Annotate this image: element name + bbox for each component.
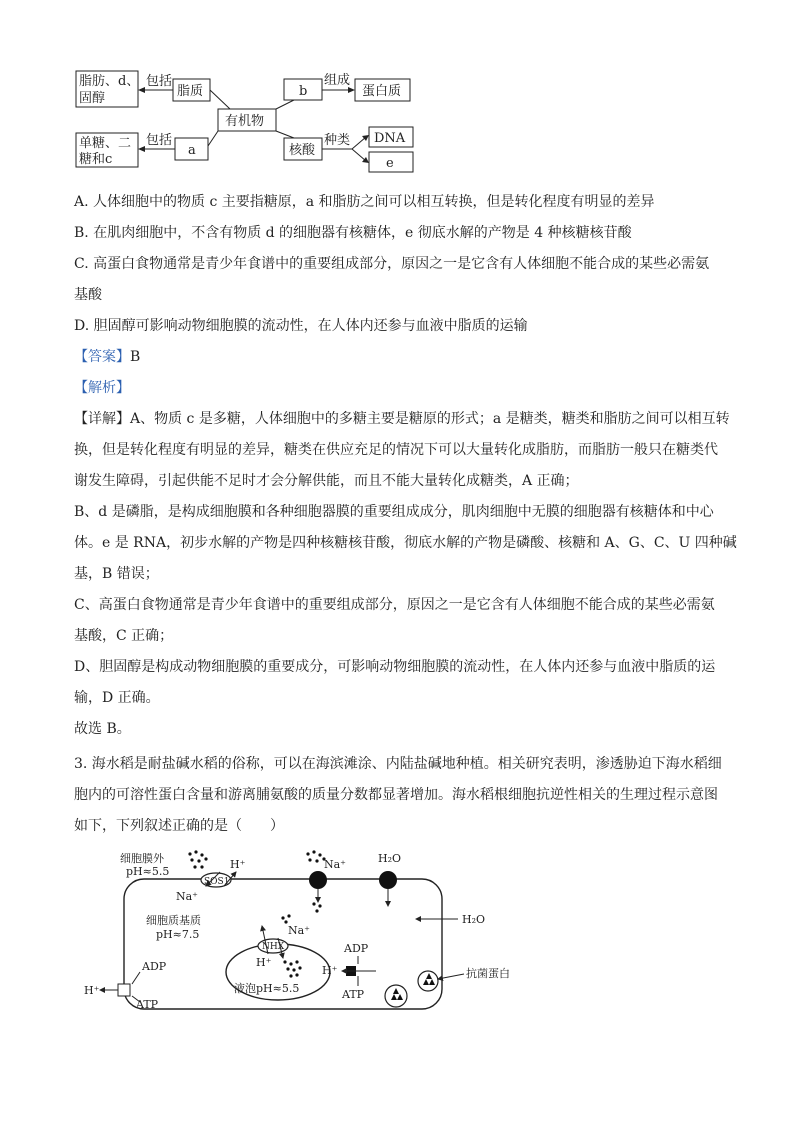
protein-label: 蛋白质 [362, 84, 402, 99]
outside-label: 细胞膜外 [120, 852, 164, 865]
question3-line-1: 3. 海水稻是耐盐碱水稻的俗称，可以在海滨滩涂、内陆盐碱地种植。相关研究表明，渗透胁迫下海水稻细 [74, 756, 722, 772]
a-label: a [188, 143, 196, 158]
cytoplasm-ph: pH≈7.5 [156, 928, 200, 941]
organic-label: 有机物 [225, 114, 265, 129]
na-plus-nhx: Na⁺ [288, 924, 310, 937]
na-plus-transporter: Na⁺ [324, 858, 346, 871]
h-plus-outside: H⁺ [230, 858, 246, 871]
h-plus-pump: H⁺ [322, 964, 338, 977]
water-channel [379, 871, 397, 889]
option-c-line2: 基酸 [74, 287, 102, 303]
label-compose: 组成 [324, 73, 351, 88]
analysis-line-4: B、d 是磷脂，是构成细胞膜和各种细胞器膜的重要组成成分，肌肉细胞中无膜的细胞器有核糖体和中心 [74, 504, 714, 520]
analysis-line-9: D、胆固醇是构成动物细胞膜的重要成分，可影响动物细胞膜的流动性，在人体内还参与血液中脂质的运 [74, 659, 716, 675]
answer-value: B [130, 349, 141, 365]
fat-types-line2: 固醇 [79, 91, 106, 106]
option-d: D. 胆固醇可影响动物细胞膜的流动性，在人体内还参与血液中脂质的运输 [74, 318, 528, 334]
water-label-right: H₂O [462, 913, 486, 926]
vacuole-label: 液泡pH≈5.5 [234, 982, 300, 995]
option-b: B. 在肌肉细胞中，不含有物质 d 的细胞器有核糖体，e 彻底水解的产物是 4 种核糖核苷酸 [74, 225, 632, 241]
analysis-text-1: A、物质 c 是多糖，人体细胞中的多糖主要是糖原的形式；a 是糖类，糖类和脂肪之间可以相互转 [130, 411, 730, 427]
analysis-line-1 [74, 409, 730, 429]
antibacterial-label: 抗菌蛋白 [466, 967, 510, 980]
detail-label: 【详解】 [74, 411, 130, 427]
fat-types-line1: 脂肪、d、 [79, 74, 140, 89]
h-plus-left: H⁺ [84, 984, 100, 997]
sos1-label: SOS1 [204, 877, 230, 887]
analysis-line-8: 基酸，C 正确； [74, 628, 174, 644]
nucleic-acid-label: 核酸 [289, 143, 316, 158]
water-label-top: H₂O [378, 852, 402, 865]
analysis-label: 【解析】 [74, 380, 130, 396]
sugar-types-line1: 单糖、二 [79, 136, 132, 151]
analysis-line-2: 换，但是转化程度有明显的差异，糖类在供应充足的情况下可以大量转化成脂肪，而脂肪一般只在糖类代 [74, 442, 718, 458]
analysis-line-3: 谢发生障碍，引起供能不足时才会分解供能，而且不能大量转化成糖类，A 正确； [74, 473, 579, 489]
adp-label-left: ADP [142, 960, 167, 973]
atp-label-right: ATP [342, 988, 365, 1001]
nhx-label: NHX [262, 942, 285, 952]
membrane-proton-pump [118, 984, 130, 996]
atp-label-left: ATP [136, 998, 159, 1011]
h-plus-vacuole: H⁺ [256, 956, 272, 969]
analysis-line-5: 体。e 是 RNA，初步水解的产物是四种核糖核苷酸，彻底水解的产物是磷酸、核糖和 A、G、C、U 四种碱 [74, 535, 737, 551]
label-include-top: 包括 [146, 74, 173, 89]
lipid-label: 脂质 [177, 84, 204, 99]
cytoplasm-label: 细胞质基质 [146, 914, 201, 927]
analysis-line-10: 输，D 正确。 [74, 690, 160, 706]
cell-diagram [80, 846, 510, 1018]
na-transporter [309, 871, 327, 889]
vesicle-2 [418, 971, 438, 991]
outside-ph: pH≈5.5 [126, 865, 170, 878]
label-include-bottom: 包括 [146, 133, 173, 148]
concept-map [70, 66, 420, 178]
answer-label: 【答案】 [74, 349, 130, 365]
label-kind: 种类 [324, 133, 351, 148]
b-label: b [299, 84, 308, 99]
analysis-line-11: 故选 B。 [74, 721, 131, 737]
na-plus-sos1: Na⁺ [176, 890, 198, 903]
sugar-types-line2: 糖和c [79, 152, 113, 167]
adp-label-right: ADP [344, 942, 369, 955]
analysis-line-7: C、高蛋白食物通常是青少年食谱中的重要组成部分，原因之一是它含有人体细胞不能合成的某些必需氨 [74, 597, 715, 613]
question3-line-3: 如下，下列叙述正确的是（ ） [74, 818, 284, 834]
analysis-line-6: 基，B 错误； [74, 566, 159, 582]
option-c-line1: C. 高蛋白食物通常是青少年食谱中的重要组成部分，原因之一是它含有人体细胞不能合成的某些必需氨 [74, 256, 710, 272]
answer-line [74, 347, 140, 367]
e-label: e [386, 156, 394, 171]
option-a: A. 人体细胞中的物质 c 主要指糖原，a 和脂肪之间可以相互转换，但是转化程度有明显的差异 [74, 194, 655, 210]
dna-label: DNA [374, 131, 406, 146]
question3-line-2: 胞内的可溶性蛋白含量和游离脯氨酸的质量分数都显著增加。海水稻根细胞抗逆性相关的生理过程示意图 [74, 787, 718, 803]
